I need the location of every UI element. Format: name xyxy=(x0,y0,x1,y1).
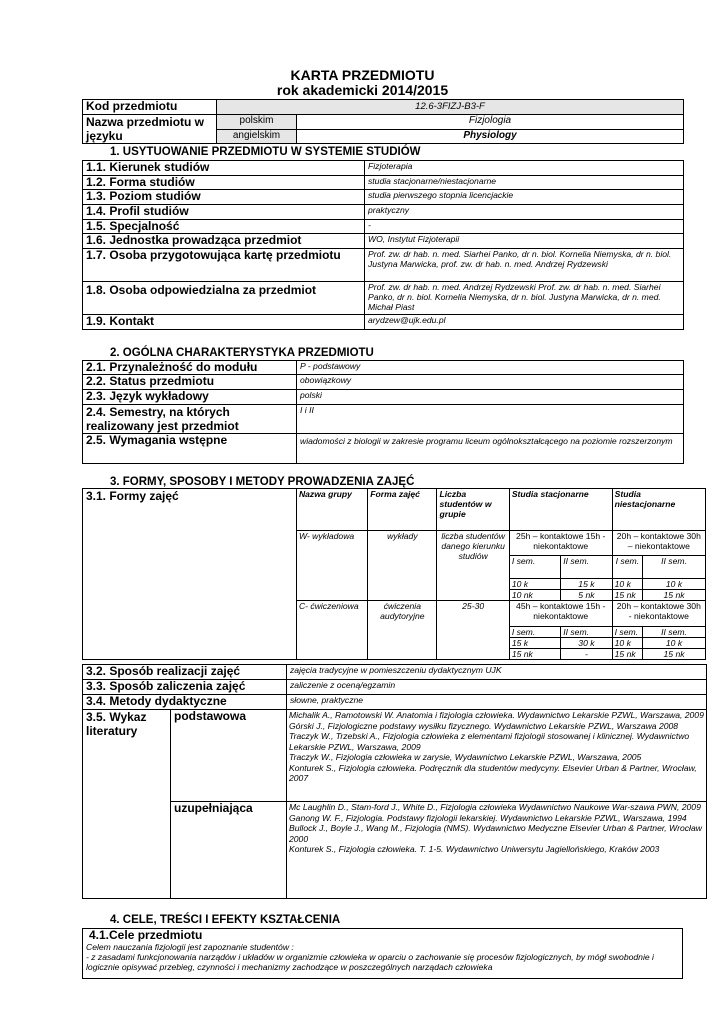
semester-cell: I sem. xyxy=(612,627,642,638)
literature-item: Konturek S., Fizjologia człowieka. T. 1-5. Wydawnictwo Uniwersytu Jagiellońskiego, Kraków 2003 xyxy=(289,844,660,854)
stationary-hours: 45h – kontaktowe 15h - niekontaktowe xyxy=(509,601,612,627)
supplementary-literature-label: uzupełniająca xyxy=(171,802,287,899)
course-code-label: Kod przedmiotu xyxy=(83,100,217,115)
hours-cell: 30 k xyxy=(561,638,612,649)
polish-label: polskim xyxy=(217,115,297,130)
supplementary-literature-list xyxy=(287,802,707,899)
section-4-heading: 4. CELE, TREŚCI I EFEKTY KSZTAŁCENIA xyxy=(110,914,341,926)
goals-text: - z zasadami funkcjonowania narządów i układów w organizmie człowieka w oparciu o zachowanie się procesów fizjologicznych, by mógł swobodnie i logicznie opisywać przebieg, czynności i mechanizmy zachodzące w poszczególnych narządach człowieka xyxy=(86,952,654,972)
row-value: polski xyxy=(297,390,684,405)
literature-item: Ganong W. F., Fizjologia. Podstawy fizjologii lekarskiej. Wydawnictwo Lekarskie PZWL, Warszawa, 1994 xyxy=(289,812,687,823)
row-value: zaliczenie z oceną/egzamin xyxy=(287,680,707,695)
semester-cell: I sem. xyxy=(509,627,560,638)
course-code-value: 12.6-3FIZJ-B3-F xyxy=(217,100,684,115)
english-name: Physiology xyxy=(297,129,684,144)
literature-item: Traczyk W., Trzebski A., Fizjologia człowieka z elementami fizjologii stosowanej i klinicznej. Wydawnictwo Lekarskie PZWL, Warszawa, 2009 xyxy=(289,731,690,752)
forms-label: 3.1. Formy zajęć xyxy=(83,489,293,660)
hours-cell: 15 nk xyxy=(643,590,706,601)
row-value: wiadomości z biologii w zakresie programu liceum ogólnokształcącego na poziomie rozszerzonym xyxy=(297,434,684,464)
section-1-table xyxy=(82,160,684,330)
row-value: zajęcia tradycyjne w pomieszczeniu dydaktycznym UJK xyxy=(287,665,707,680)
hours-cell: 15 k xyxy=(509,638,560,649)
contact-email: arydzew@ujk.edu.pl xyxy=(365,315,684,330)
semester-cell: II sem. xyxy=(643,556,706,579)
semester-cell: I sem. xyxy=(509,556,560,579)
row-label: 3.4. Metody dydaktyczne xyxy=(83,695,287,710)
hours-cell: - xyxy=(561,649,612,660)
nonstationary-hours: 20h – kontaktowe 30h - niekontaktowe xyxy=(612,601,705,627)
hours-cell: 10 nk xyxy=(509,590,560,601)
row-value: WO, Instytut Fizjoterapii xyxy=(365,234,684,249)
row-label: 1.2. Forma studiów xyxy=(83,176,365,190)
literature-item: Michalik A., Ramotowski W. Anatomia i fizjologia człowieka. Wydawnictwo Lekarskie PZWL, Warszawa, 2009 xyxy=(289,710,704,720)
row-value: studia stacjonarne/niestacjonarne xyxy=(365,176,684,190)
row-label: 1.6. Jednostka prowadząca przedmiot xyxy=(83,234,365,249)
row-value: Prof. zw. dr hab. n. med. Siarhei Panko, dr n. biol. Kornelia Niemyska, dr n. biol. Justyna Marwicka, prof. zw. dr hab. n. med. Andrzej Rydzewski xyxy=(365,249,684,282)
group-form: ćwiczenia audytoryjne xyxy=(368,601,437,660)
row-value: Prof. zw. dr hab. n. med. Andrzej Rydzewski Prof. zw. dr hab. n. med. Siarhei Panko, dr n. biol. Kornelia Niemyska, dr n. biol. Justyna Marwicka, dr n. med. Michał Piast xyxy=(365,282,684,315)
literature-item: Bullock J., Boyle J., Wang M., Fizjologia (NMS). Wydawnictwo Medyczne Elsevier Urban & Partner, Wrocław 2000 xyxy=(289,823,702,844)
course-code-table xyxy=(82,99,684,144)
row-label: 1.8. Osoba odpowiedzialna za przedmiot xyxy=(83,282,365,315)
literature-item: Górski J., Fizjologiczne podstawy wysiłku fizycznego. Wydawnictwo Lekarskie PZWL, Warszawa 2008 xyxy=(289,720,679,731)
hours-cell: 15 nk xyxy=(612,590,642,601)
academic-year: rok akademicki 2014/2015 xyxy=(276,82,449,98)
section-1-heading: 1. USYTUOWANIE PRZEDMIOTU W SYSTEMIE STUDIÓW xyxy=(110,146,421,158)
semester-cell: II sem. xyxy=(561,627,612,638)
group-name: C- ćwiczeniowa xyxy=(296,601,367,660)
hours-cell: 10 k xyxy=(612,579,642,590)
hours-cell: 15 nk xyxy=(509,649,560,660)
row-value: praktyczny xyxy=(365,205,684,220)
row-value: I i II xyxy=(297,405,684,434)
group-count: liczba studentów danego kierunku studiów xyxy=(437,531,509,601)
row-label: 2.4. Semestry, na których realizowany jest przedmiot xyxy=(83,405,297,434)
hours-cell: 5 nk xyxy=(561,590,612,601)
section-3-heading: 3. FORMY, SPOSOBY I METODY PROWADZENIA ZAJĘĆ xyxy=(110,476,415,488)
literature-item: Mc Laughlin D., Stam-ford J., White D., Fizjologia człowieka Wydawnictwo Naukowe War-szawa PWN, 2009 xyxy=(289,802,701,812)
forms-table xyxy=(82,488,706,660)
course-name-label: Nazwa przedmiotu w języku xyxy=(83,115,217,144)
section-2-table xyxy=(82,360,684,464)
hours-cell: 15 nk xyxy=(612,649,642,660)
semester-cell: II sem. xyxy=(643,627,706,638)
literature-item: Konturek S., Fizjologia człowieka. Podręcznik dla studentów medycyny. Elsevier Urban & Partner, Wrocław, 2007 xyxy=(289,762,697,783)
english-label: angielskim xyxy=(217,129,297,144)
row-label: 1.9. Kontakt xyxy=(83,315,365,330)
row-value: - xyxy=(365,220,684,234)
row-label: 3.2. Sposób realizacji zajęć xyxy=(83,665,287,680)
row-label: 1.7. Osoba przygotowująca kartę przedmiotu xyxy=(83,249,365,282)
hours-cell: 10 k xyxy=(643,579,706,590)
methods-table xyxy=(82,664,707,710)
hours-cell: 10 k xyxy=(643,638,706,649)
goals-intro: Celem nauczania fizjologii jest zapoznanie studentów : xyxy=(86,942,294,952)
col-group-name: Nazwa grupy xyxy=(296,489,367,531)
literature-label: 3.5. Wykaz literatury xyxy=(83,710,171,899)
basic-literature-label: podstawowa xyxy=(171,710,287,802)
section-2-heading: 2. OGÓLNA CHARAKTERYSTYKA PRZEDMIOTU xyxy=(110,347,374,359)
hours-cell: 10 k xyxy=(509,579,560,590)
row-label: 2.3. Język wykładowy xyxy=(83,390,297,405)
row-label: 2.5. Wymagania wstępne xyxy=(83,434,297,464)
col-nonstationary: Studia niestacjonarne xyxy=(612,489,705,531)
stationary-hours: 25h – kontaktowe 15h - niekontaktowe xyxy=(509,531,612,556)
semester-cell: I sem. xyxy=(612,556,642,579)
col-form: Forma zajęć xyxy=(368,489,437,531)
row-label: 3.3. Sposób zaliczenia zajęć xyxy=(83,680,287,695)
group-name: W- wykładowa xyxy=(296,531,367,601)
document-title: KARTA PRZEDMIOTU xyxy=(290,67,435,83)
literature-table xyxy=(82,709,707,899)
row-value: studia pierwszego stopnia licencjackie xyxy=(365,190,684,205)
literature-item: Traczyk W., Fizjologia człowieka w zarysie, Wydawnictwo Lekarskie PZWL, Warszawa, 2005 xyxy=(289,752,642,762)
hours-cell: 15 nk xyxy=(643,649,706,660)
group-count: 25-30 xyxy=(437,601,509,660)
row-label: 1.3. Poziom studiów xyxy=(83,190,365,205)
group-form: wykłady xyxy=(368,531,437,601)
row-value: obowiązkowy xyxy=(297,375,684,390)
row-label: 2.2. Status przedmiotu xyxy=(83,375,297,390)
row-label: 2.1. Przynależność do modułu xyxy=(83,361,297,375)
nonstationary-hours: 20h – kontaktowe 30h – niekontaktowe xyxy=(612,531,705,556)
row-label: 1.5. Specjalność xyxy=(83,220,365,234)
hours-cell: 15 k xyxy=(561,579,612,590)
section-4-table xyxy=(82,928,683,979)
col-count: Liczba studentów w grupie xyxy=(437,489,509,531)
polish-name: Fizjologia xyxy=(297,115,684,130)
col-stationary: Studia stacjonarne xyxy=(509,489,612,531)
goals-heading: 4.1.Cele przedmiotu xyxy=(89,928,203,942)
row-value: P - podstawowy xyxy=(297,361,684,375)
semester-cell: II sem. xyxy=(561,556,612,579)
row-label: 1.1. Kierunek studiów xyxy=(83,161,365,176)
row-label: 1.4. Profil studiów xyxy=(83,205,365,220)
hours-cell: 10 k xyxy=(612,638,642,649)
row-value: słowne, praktyczne xyxy=(287,695,707,710)
basic-literature-list xyxy=(287,710,707,802)
row-value: Fizjoterapia xyxy=(365,161,684,176)
